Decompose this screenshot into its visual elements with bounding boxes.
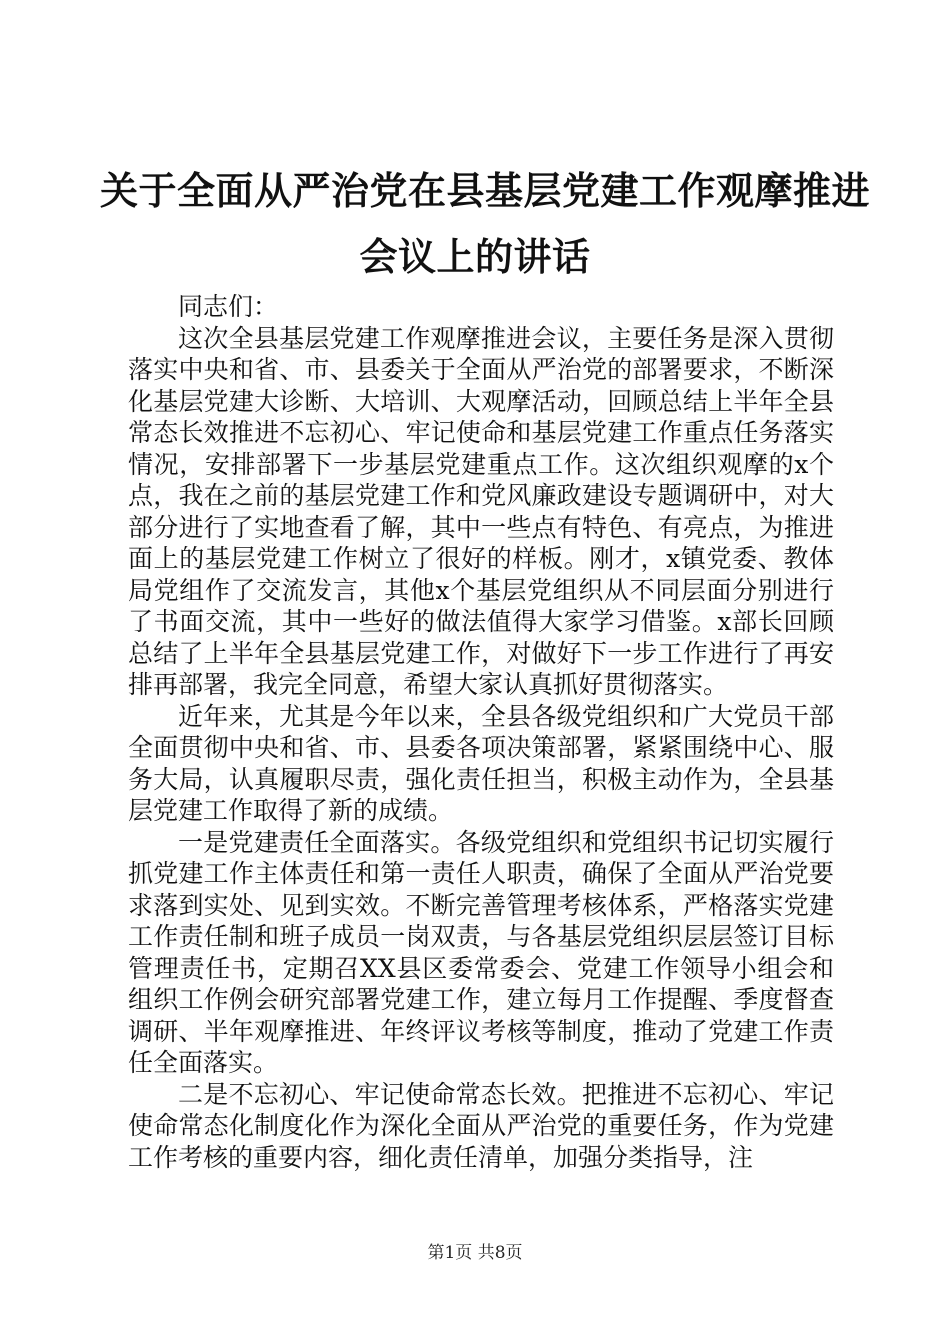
paragraph-achievements: 近年来，尤其是今年以来，全县各级党组织和广大党员干部全面贯彻中央和省、市、县委各项决策部署，紧紧围绕中心、服务大局，认真履职尽责，强化责任担当，积极主动作为，全县基层党建工作取得了新的成绩。 — [128, 701, 834, 825]
title-line-2: 会议上的讲话 — [359, 235, 591, 279]
paragraph-point-one: 一是党建责任全面落实。各级党组织和党组织书记切实履行抓党建工作主体责任和第一责任人职责，确保了全面从严治党要求落到实处、见到实效。不断完善管理考核体系，严格落实党建工作责任制和班子成员一岗双责，与各基层党组织层层签订目标管理责任书，定期召XX县区委常委会、党建工作领导小组会和组织工作例会研究部署党建工作，建立每月工作提醒、季度督查调研、半年观摩推进、年终评议考核等制度，推动了党建工作责任全面落实。 — [128, 827, 834, 1077]
greeting: 同志们： — [178, 292, 279, 321]
paragraph-point-two: 二是不忘初心、牢记使命常态长效。把推进不忘初心、牢记使命常态化制度化作为深化全面从严治党的重要任务，作为党建工作考核的重要内容，细化责任清单，加强分类指导，注 — [128, 1079, 834, 1172]
page-footer: 第1页 共8页 — [427, 1243, 523, 1263]
paragraph-intro: 这次全县基层党建工作观摩推进会议，主要任务是深入贯彻落实中央和省、市、县委关于全面从严治党的部署要求，不断深化基层党建大诊断、大培训、大观摩活动，回顾总结上半年全县常态长效推进不忘初心、牢记使命和基层党建工作重点任务落实情况，安排部署下一步基层党建重点工作。这次组织观摩的x个点，我在之前的基层党建工作和党风廉政建设专题调研中，对大部分进行了实地查看了解，其中一些点有特色、有亮点，为推进面上的基层党建工作树立了很好的样板。刚才，x镇党委、教体局党组作了交流发言，其他x个基层党组织从不同层面分别进行了书面交流，其中一些好的做法值得大家学习借鉴。x部长回顾总结了上半年全县基层党建工作，对做好下一步工作进行了再安排再部署，我完全同意，希望大家认真抓好贯彻落实。 — [128, 323, 834, 699]
document-title — [100, 158, 871, 290]
document-body — [128, 291, 834, 1173]
title-line-1: 关于全面从严治党在县基层党建工作观摩推进 — [100, 169, 871, 213]
